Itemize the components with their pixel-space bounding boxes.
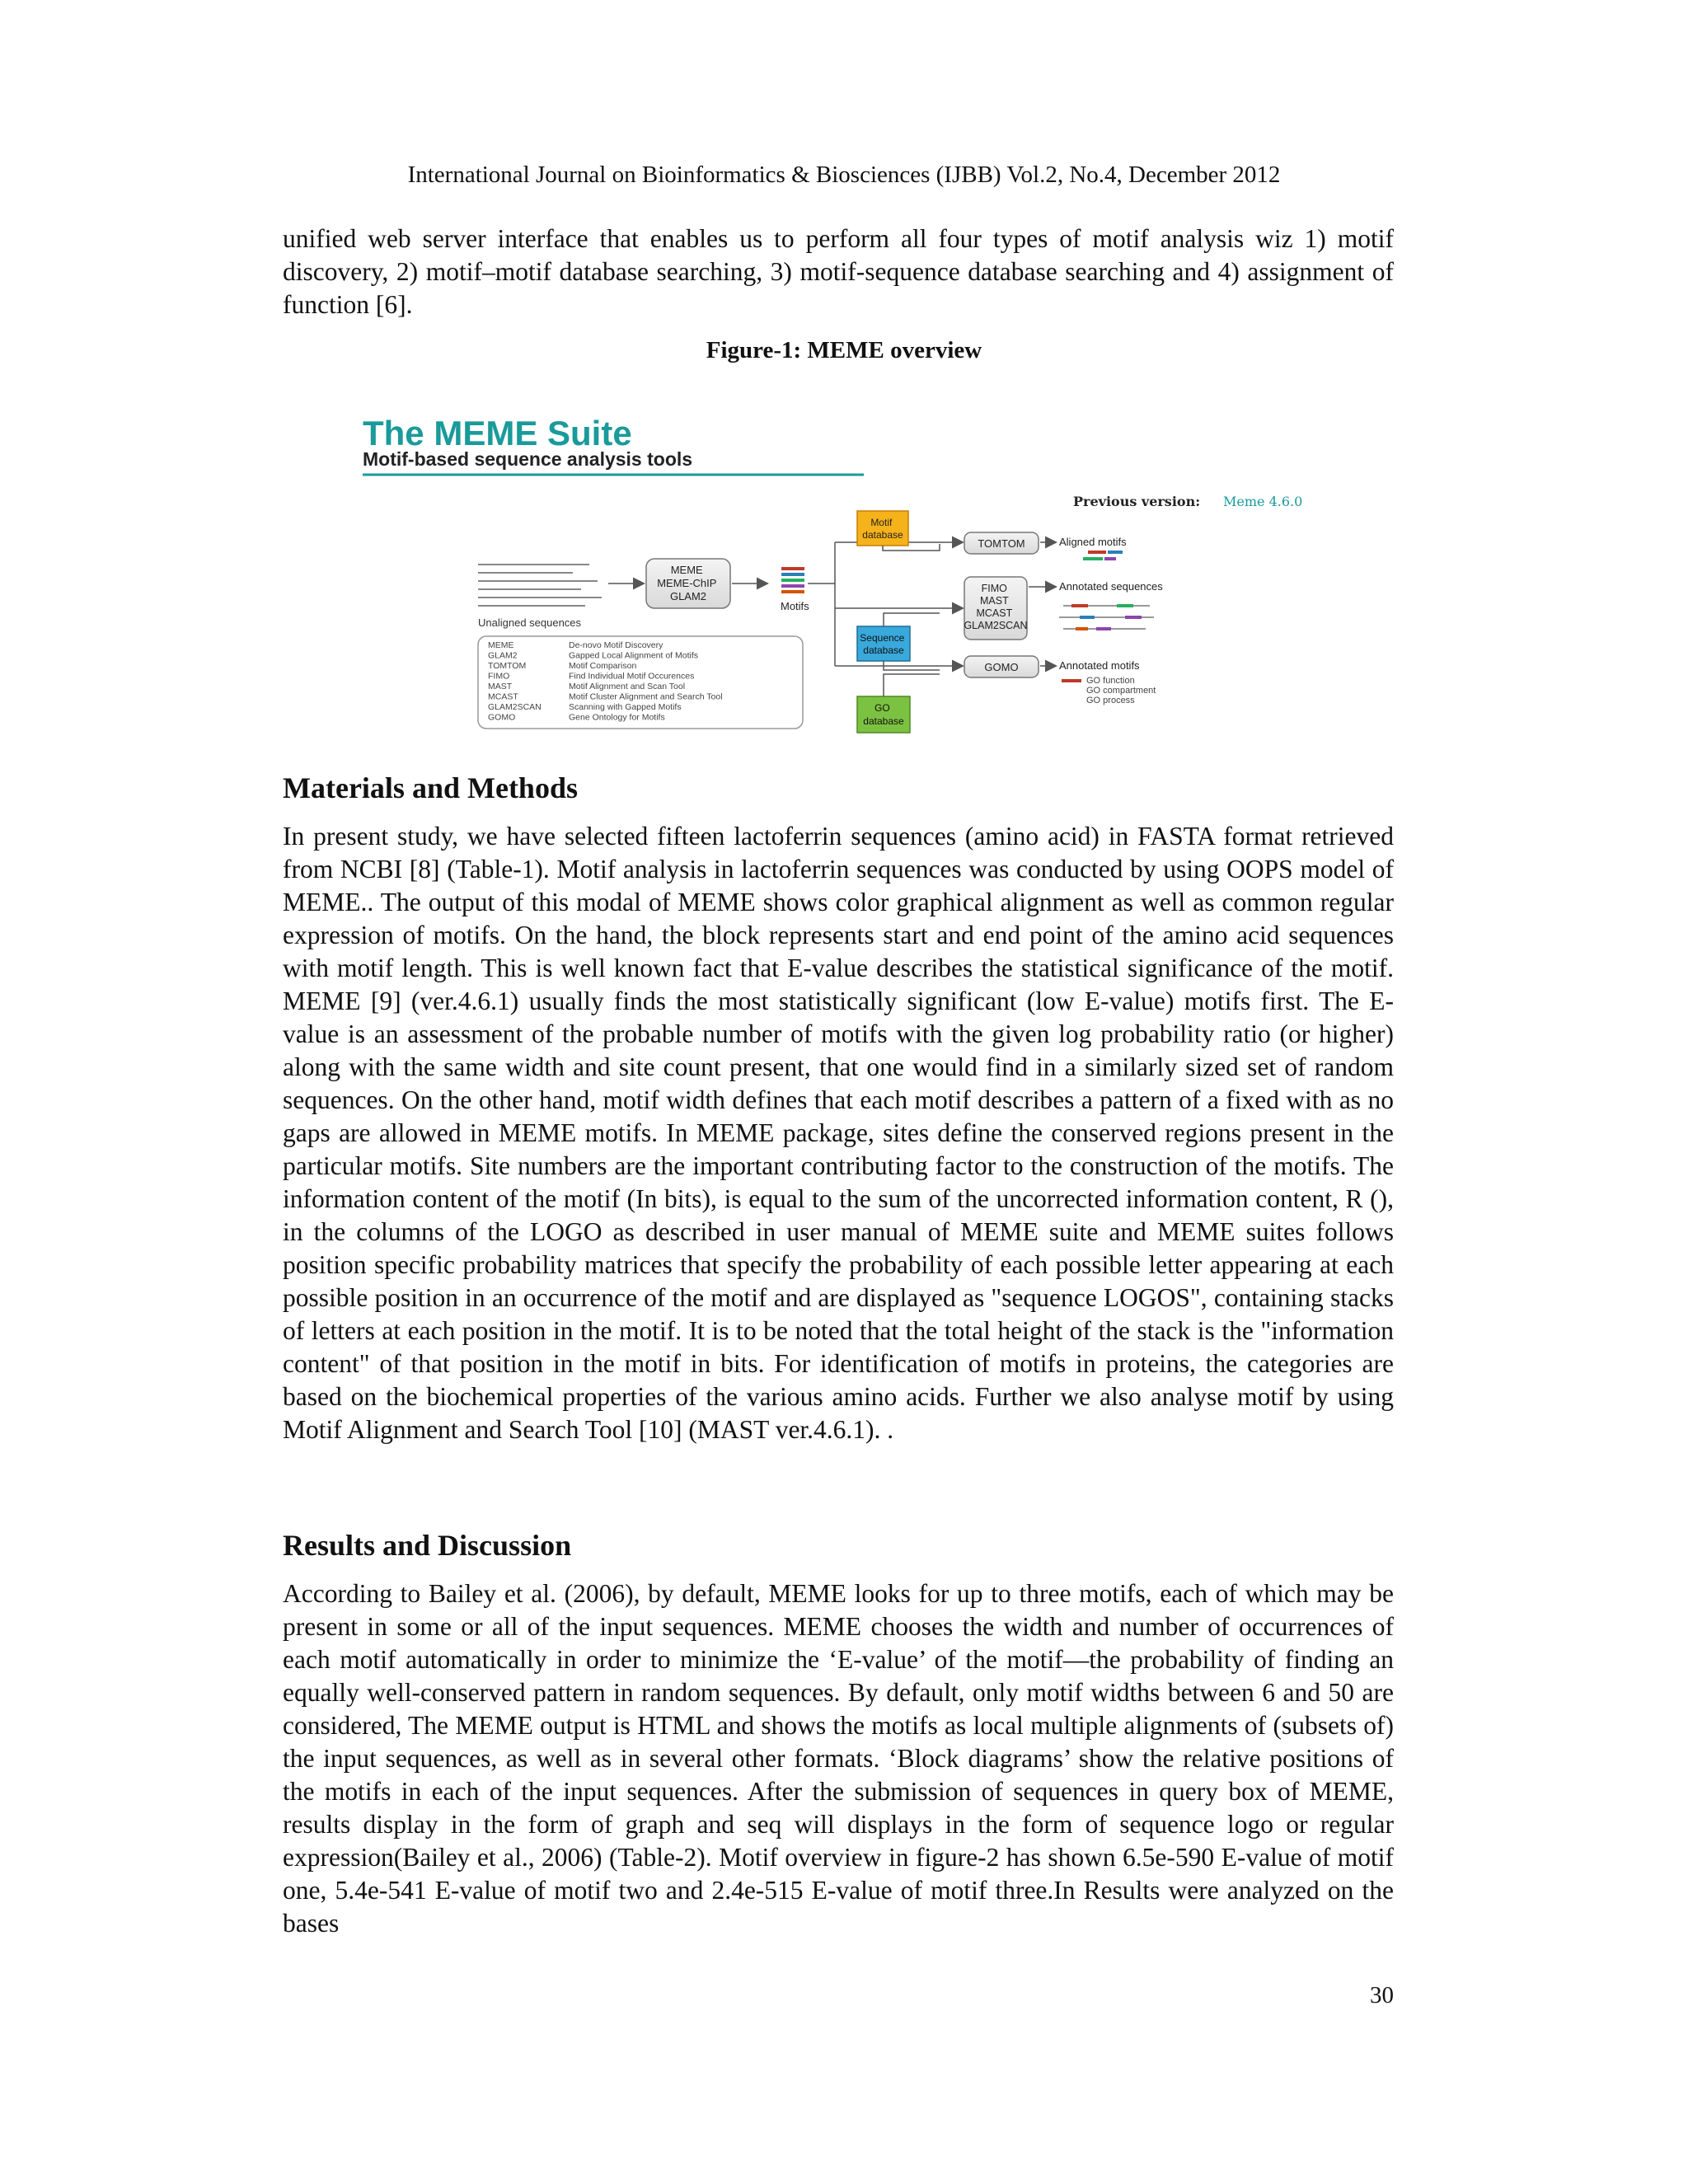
- section-heading-results: Results and Discussion: [283, 1529, 572, 1562]
- intro-paragraph: unified web server interface that enables us to perform all four types of motif analysis wiz 1) motif discovery, 2) motif–motif database searching, 3) motif-sequence database searching and 4) assignment of function [6].: [283, 224, 1394, 319]
- tool-meme: MEME: [670, 564, 703, 576]
- tool-mast: MAST: [980, 595, 1009, 607]
- svg-text:TOMTOM: TOMTOM: [978, 537, 1025, 550]
- svg-text:GOMO: GOMO: [984, 661, 1019, 673]
- tool-glam2scan: GLAM2SCAN: [964, 620, 1028, 631]
- aligned-motifs-icon: [1083, 551, 1123, 560]
- page-number: 30: [1370, 1982, 1394, 2008]
- legend-tool-name: TOMTOM: [488, 661, 527, 671]
- tool-mcast: MCAST: [976, 607, 1013, 619]
- unaligned-sequences-label: Unaligned sequences: [478, 616, 582, 629]
- annotated-sequences-icon: [1059, 606, 1154, 629]
- results-paragraph: According to Bailey et al. (2006), by default, MEME looks for up to three motifs, each of which may be present in some or all of the input sequences. MEME chooses the width and number of occurrences of each motif automatically in order to minimize the ‘E-value’ of the motif—the probability of finding an equally well-conserved pattern in random sequences. By default, only motif widths between 6 and 50 are considered, The MEME output is HTML and shows the motifs as local multiple alignments of (subsets of) the input sequences, as well as in several other formats. ‘Block diagrams’ show the relative positions of the motifs in each of the input sequences. After the submission of sequences in query box of MEME, results display in the form of graph and seq will displays in the form of sequence logo or regular expression(Bailey et al., 2006) (Table-2). Motif overview in figure-2 has shown 6.5e-590 E-value of motif one, 5.4e-541 E-value of motif two and 2.4e-515 E-value of motif three.In Results were analyzed on the bases: [283, 1579, 1394, 1938]
- go-terms: GO function GO compartment GO process: [1086, 676, 1156, 705]
- legend-tool-name: MCAST: [488, 691, 518, 702]
- figure-subtitle: Motif-based sequence analysis tools: [363, 448, 693, 470]
- arrow-godb-to-gomo: [884, 674, 940, 696]
- previous-version-label: Previous version:: [1073, 494, 1201, 509]
- legend-tool-name: GOMO: [488, 712, 516, 723]
- materials-paragraph: In present study, we have selected fifteen lactoferrin sequences (amino acid) in FASTA format retrieved from NCBI [8] (Table-1). Motif analysis in lactoferrin sequences was conducted by using OOPS model of MEME.. The output of this modal of MEME shows color graphical alignment as well as common regular expression of motifs. On the hand, the block represents start and end point of the amino acid sequences with motif length. This is well known fact that E-value describes the statistical significance of the motif. MEME [9] (ver.4.6.1) usually finds the most statistically significant (low E-value) motifs first. The E-value is an assessment of the probable number of motifs with the given log probability ratio (or higher) along with the same width and site count present, that one would find in a similarly sized set of random sequences. On the other hand, motif width defines that each motif describes a pattern of a fixed with as no gaps are allowed in MEME motifs. In MEME package, sites define the conserved regions present in the particular motifs. Site numbers are the important contributing factor to the construction of the motifs. The information content of the motif (In bits), is equal to the sum of the uncorrected information content, R (), in the columns of the LOGO as described in user manual of MEME suite and MEME suites follows position specific probability matrices that specify the probability of each possible letter appearing at each possible position in an occurrence of the motif and are displayed as "sequence LOGOS", containing stacks of letters at each position in the motif. It is to be noted that the total height of the stack is the "information content" of that position in the motif in bits. For identification of motifs in proteins, the categories are based on the biochemical properties of the various amino acids. Further we also analyse motif by using Motif Alignment and Search Tool [10] (MAST ver.4.6.1). .: [283, 822, 1394, 1444]
- unaligned-sequence-lines: [478, 565, 602, 606]
- legend-tool-name: GLAM2: [488, 650, 518, 661]
- running-head: International Journal on Bioinformatics & Biosciences (IJBB) Vol.2, No.4, December 2012: [407, 162, 1281, 188]
- legend-tool-description: Scanning with Gapped Motifs: [569, 702, 682, 712]
- tool-meme-chip: MEME-ChIP: [657, 577, 717, 589]
- motifs-label: Motifs: [781, 600, 809, 612]
- legend-tool-description: De-novo Motif Discovery: [569, 640, 663, 650]
- figure-caption: Figure-1: MEME overview: [706, 337, 982, 363]
- legend-tool-name: MEME: [488, 640, 514, 650]
- legend-tool-description: Find Individual Motif Occurences: [569, 671, 695, 682]
- legend-tool-description: Motif Alignment and Scan Tool: [569, 682, 686, 691]
- svg-text:GO database: GO database: [863, 702, 904, 727]
- legend-tool-description: Motif Comparison: [569, 661, 637, 671]
- meme-overview-figure: [363, 404, 1335, 783]
- tool-fimo: FIMO: [981, 583, 1007, 594]
- annotated-motifs-label: Annotated motifs: [1059, 659, 1140, 672]
- motifs-stack-icon: [781, 567, 804, 593]
- legend-tool-name: GLAM2SCAN: [488, 702, 542, 712]
- arrow-seqdb-to-scan: [884, 613, 940, 626]
- legend-tool-description: Gapped Local Alignment of Motifs: [569, 650, 699, 661]
- annotated-sequences-label: Annotated sequences: [1059, 580, 1163, 593]
- svg-text:Motif database: Motif database: [862, 517, 903, 541]
- legend-tool-description: Gene Ontology for Motifs: [569, 712, 665, 723]
- branch-connectors: [808, 542, 835, 666]
- aligned-motifs-label: Aligned motifs: [1059, 536, 1127, 548]
- legend-tool-name: MAST: [488, 682, 513, 691]
- previous-version-link[interactable]: Meme 4.6.0: [1223, 494, 1303, 509]
- legend-tool-description: Motif Cluster Alignment and Search Tool: [569, 691, 723, 702]
- section-heading-materials: Materials and Methods: [283, 771, 578, 804]
- svg-text:Sequence database: Sequence database: [860, 632, 905, 656]
- tool-glam2: GLAM2: [669, 590, 707, 602]
- legend-tool-name: FIMO: [488, 671, 510, 682]
- figure-title: The MEME Suite: [363, 414, 632, 452]
- annotated-motif-swatch: [1062, 679, 1081, 682]
